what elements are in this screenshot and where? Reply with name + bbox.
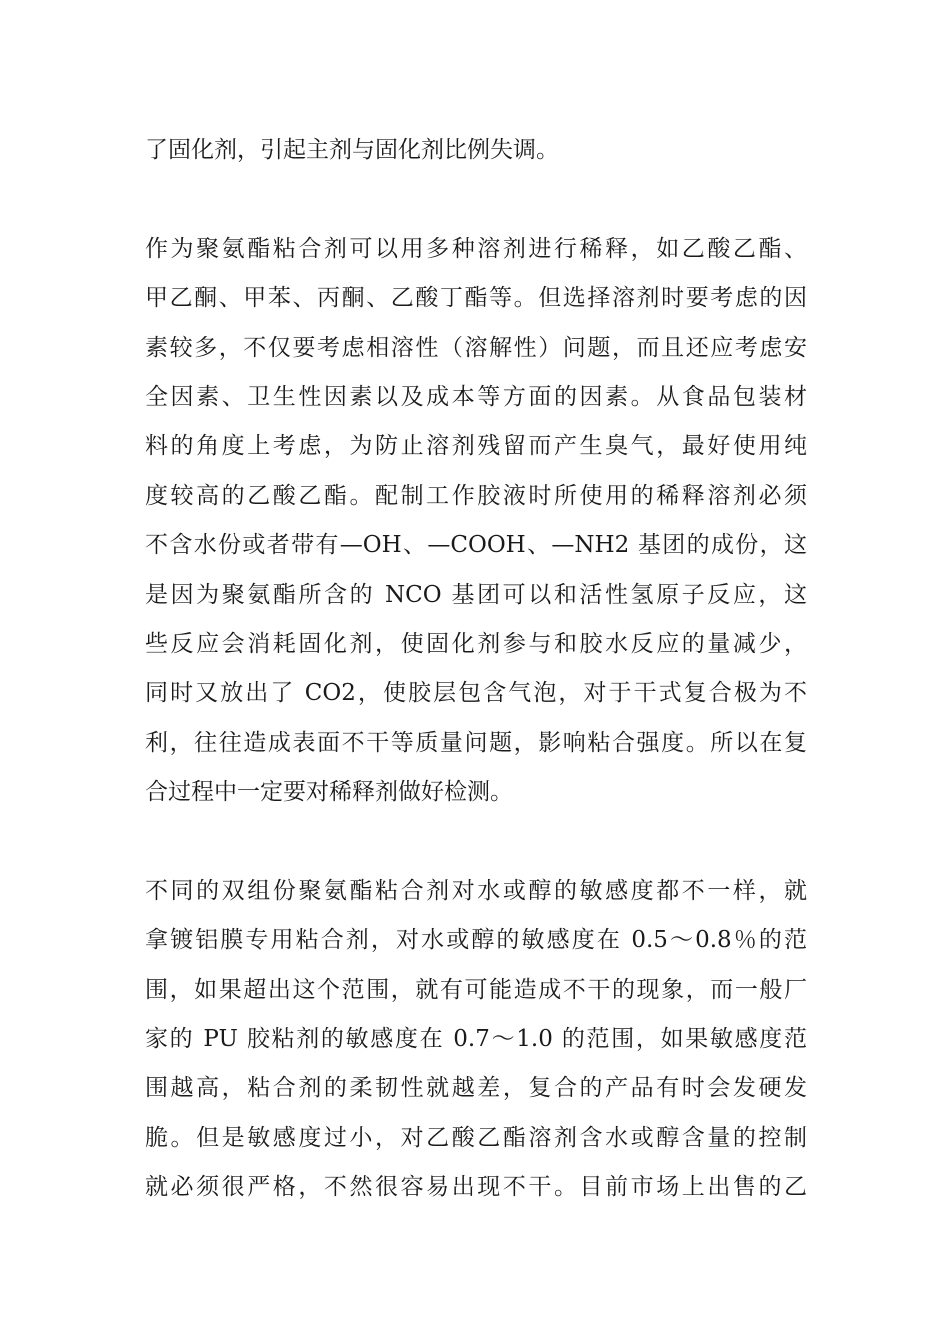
paragraph-gap	[145, 175, 807, 224]
text-line: 家的 PU 胶粘剂的敏感度在 0.7～1.0 的范围，如果敏感度范	[145, 1026, 807, 1053]
text-line: 围越高，粘合剂的柔韧性就越差，复合的产品有时会发硬发	[145, 1075, 807, 1102]
text-line: 了固化剂，引起主剂与固化剂比例失调。	[145, 137, 559, 163]
text-line: 些反应会消耗固化剂，使固化剂参与和胶水反应的量减少，	[145, 630, 807, 657]
text-line: 素较多，不仅要考虑相溶性（溶解性）问题，而且还应考虑安	[145, 334, 807, 361]
text-line: 是因为聚氨酯所含的 NCO 基团可以和活性氢原子反应，这	[145, 581, 807, 608]
text-line: 不同的双组份聚氨酯粘合剂对水或醇的敏感度都不一样，就	[145, 877, 807, 904]
text-line: 甲乙酮、甲苯、丙酮、乙酸丁酯等。但选择溶剂时要考虑的因	[145, 285, 807, 312]
text-line: 作为聚氨酯粘合剂可以用多种溶剂进行稀释，如乙酸乙酯、	[145, 235, 807, 262]
text-line: 度较高的乙酸乙酯。配制工作胶液时所使用的稀释溶剂必须	[145, 482, 807, 509]
text-line: 就必须很严格，不然很容易出现不干。目前市场上出售的乙	[145, 1174, 807, 1201]
text-line: 不含水份或者带有—OH、—COOH、—NH2 基团的成份，这	[145, 532, 807, 559]
text-line: 同时又放出了 CO2，使胶层包含气泡，对于干式复合极为不	[145, 680, 807, 707]
text-line: 料的角度上考虑，为防止溶剂残留而产生臭气，最好使用纯	[145, 433, 807, 460]
text-line: 利，往往造成表面不干等质量问题，影响粘合强度。所以在复	[145, 729, 807, 756]
text-line: 脆。但是敏感度过小，对乙酸乙酯溶剂含水或醇含量的控制	[145, 1124, 807, 1151]
paragraph-gap	[145, 817, 807, 866]
text-line: 合过程中一定要对稀释剂做好检测。	[145, 779, 513, 806]
text-line: 围，如果超出这个范围，就有可能造成不干的现象，而一般厂	[145, 976, 807, 1003]
text-line: 全因素、卫生性因素以及成本等方面的因素。从食品包装材	[145, 383, 807, 410]
document-body	[145, 126, 807, 1213]
text-line: 拿镀铝膜专用粘合剂，对水或醇的敏感度在 0.5～0.8％的范	[145, 927, 807, 954]
